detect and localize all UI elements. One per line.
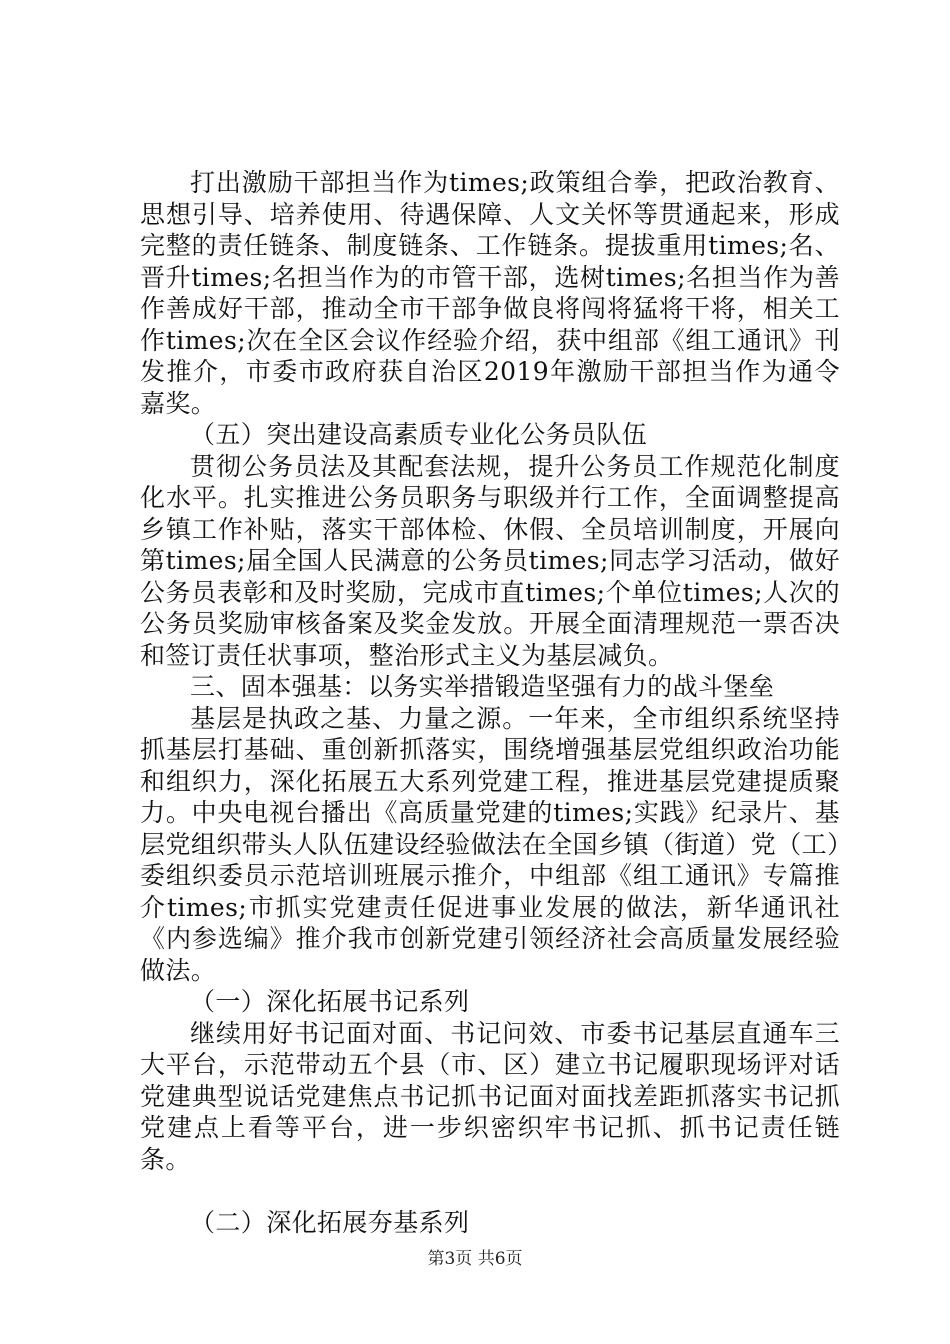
paragraph-grassroots: 基层是执政之基、力量之源。一年来，全市组织系统坚持抓基层打基础、重创新抓落实，围绕增强基层党组织政治功能和组织力，深化拓展五大系列党建工程，推进基层党建提质聚力。中央电视台播出《高质量党建的times;实践》纪录片、基层党组织带头人队伍建设经验做法在全国乡镇（街道）党（工）委组织委员示范培训班展示推介，中组部《组工通讯》专篇推介times;市抓实党建责任促进事业发展的做法，新华通讯社《内参选编》推介我市创新党建引领经济社会高质量发展经验做法。 [140, 703, 840, 985]
paragraph-civil-servants: 贯彻公务员法及其配套法规，提升公务员工作规范化制度化水平。扎实推进公务员职务与职级并行工作，全面调整提高乡镇工作补贴，落实干部体检、休假、全员培训制度，开展向第times;届全国人民满意的公务员times;同志学习活动，做好公务员表彰和及时奖励，完成市直times;个单位times;人次的公务员奖励审核备案及奖金发放。开展全面清理规范一票否决和签订责任状事项，整治形式主义为基层减负。 [140, 451, 840, 670]
paragraph-gap [140, 1175, 840, 1207]
document-body [140, 167, 840, 1239]
paragraph-incentive: 打出激励干部担当作为times;政策组合拳，把政治教育、思想引导、培养使用、待遇保障、人文关怀等贯通起来，形成完整的责任链条、制度链条、工作链条。提拔重用times;名、晋升times;名担当作为的市管干部，选树times;名担当作为善作善成好干部，推动全市干部争做良将闯将猛将干将，相关工作times;次在全区会议作经验介绍，获中组部《组工通讯》刊发推介，市委市政府获自治区2019年激励干部担当作为通令嘉奖。 [140, 168, 840, 418]
paragraph-secretary-series: 继续用好书记面对面、书记问效、市委书记基层直通车三大平台，示范带动五个县（市、区）建立书记履职现场评对话党建典型说话党建焦点书记抓书记面对面找差距抓落实书记抓党建点上看等平台，进一步织密织牢书记抓、抓书记责任链条。 [140, 1018, 840, 1174]
section-heading-grassroots: 三、固本强基：以务实举措锻造坚强有力的战斗堡垒 [190, 672, 775, 701]
section-heading-foundation-series: （二）深化拓展夯基系列 [190, 1208, 470, 1237]
section-heading-civil-servants: （五）突出建设高素质专业化公务员队伍 [190, 420, 648, 449]
section-heading-secretary-series: （一）深化拓展书记系列 [190, 987, 470, 1016]
page-footer: 第3页 共6页 [427, 1249, 523, 1269]
